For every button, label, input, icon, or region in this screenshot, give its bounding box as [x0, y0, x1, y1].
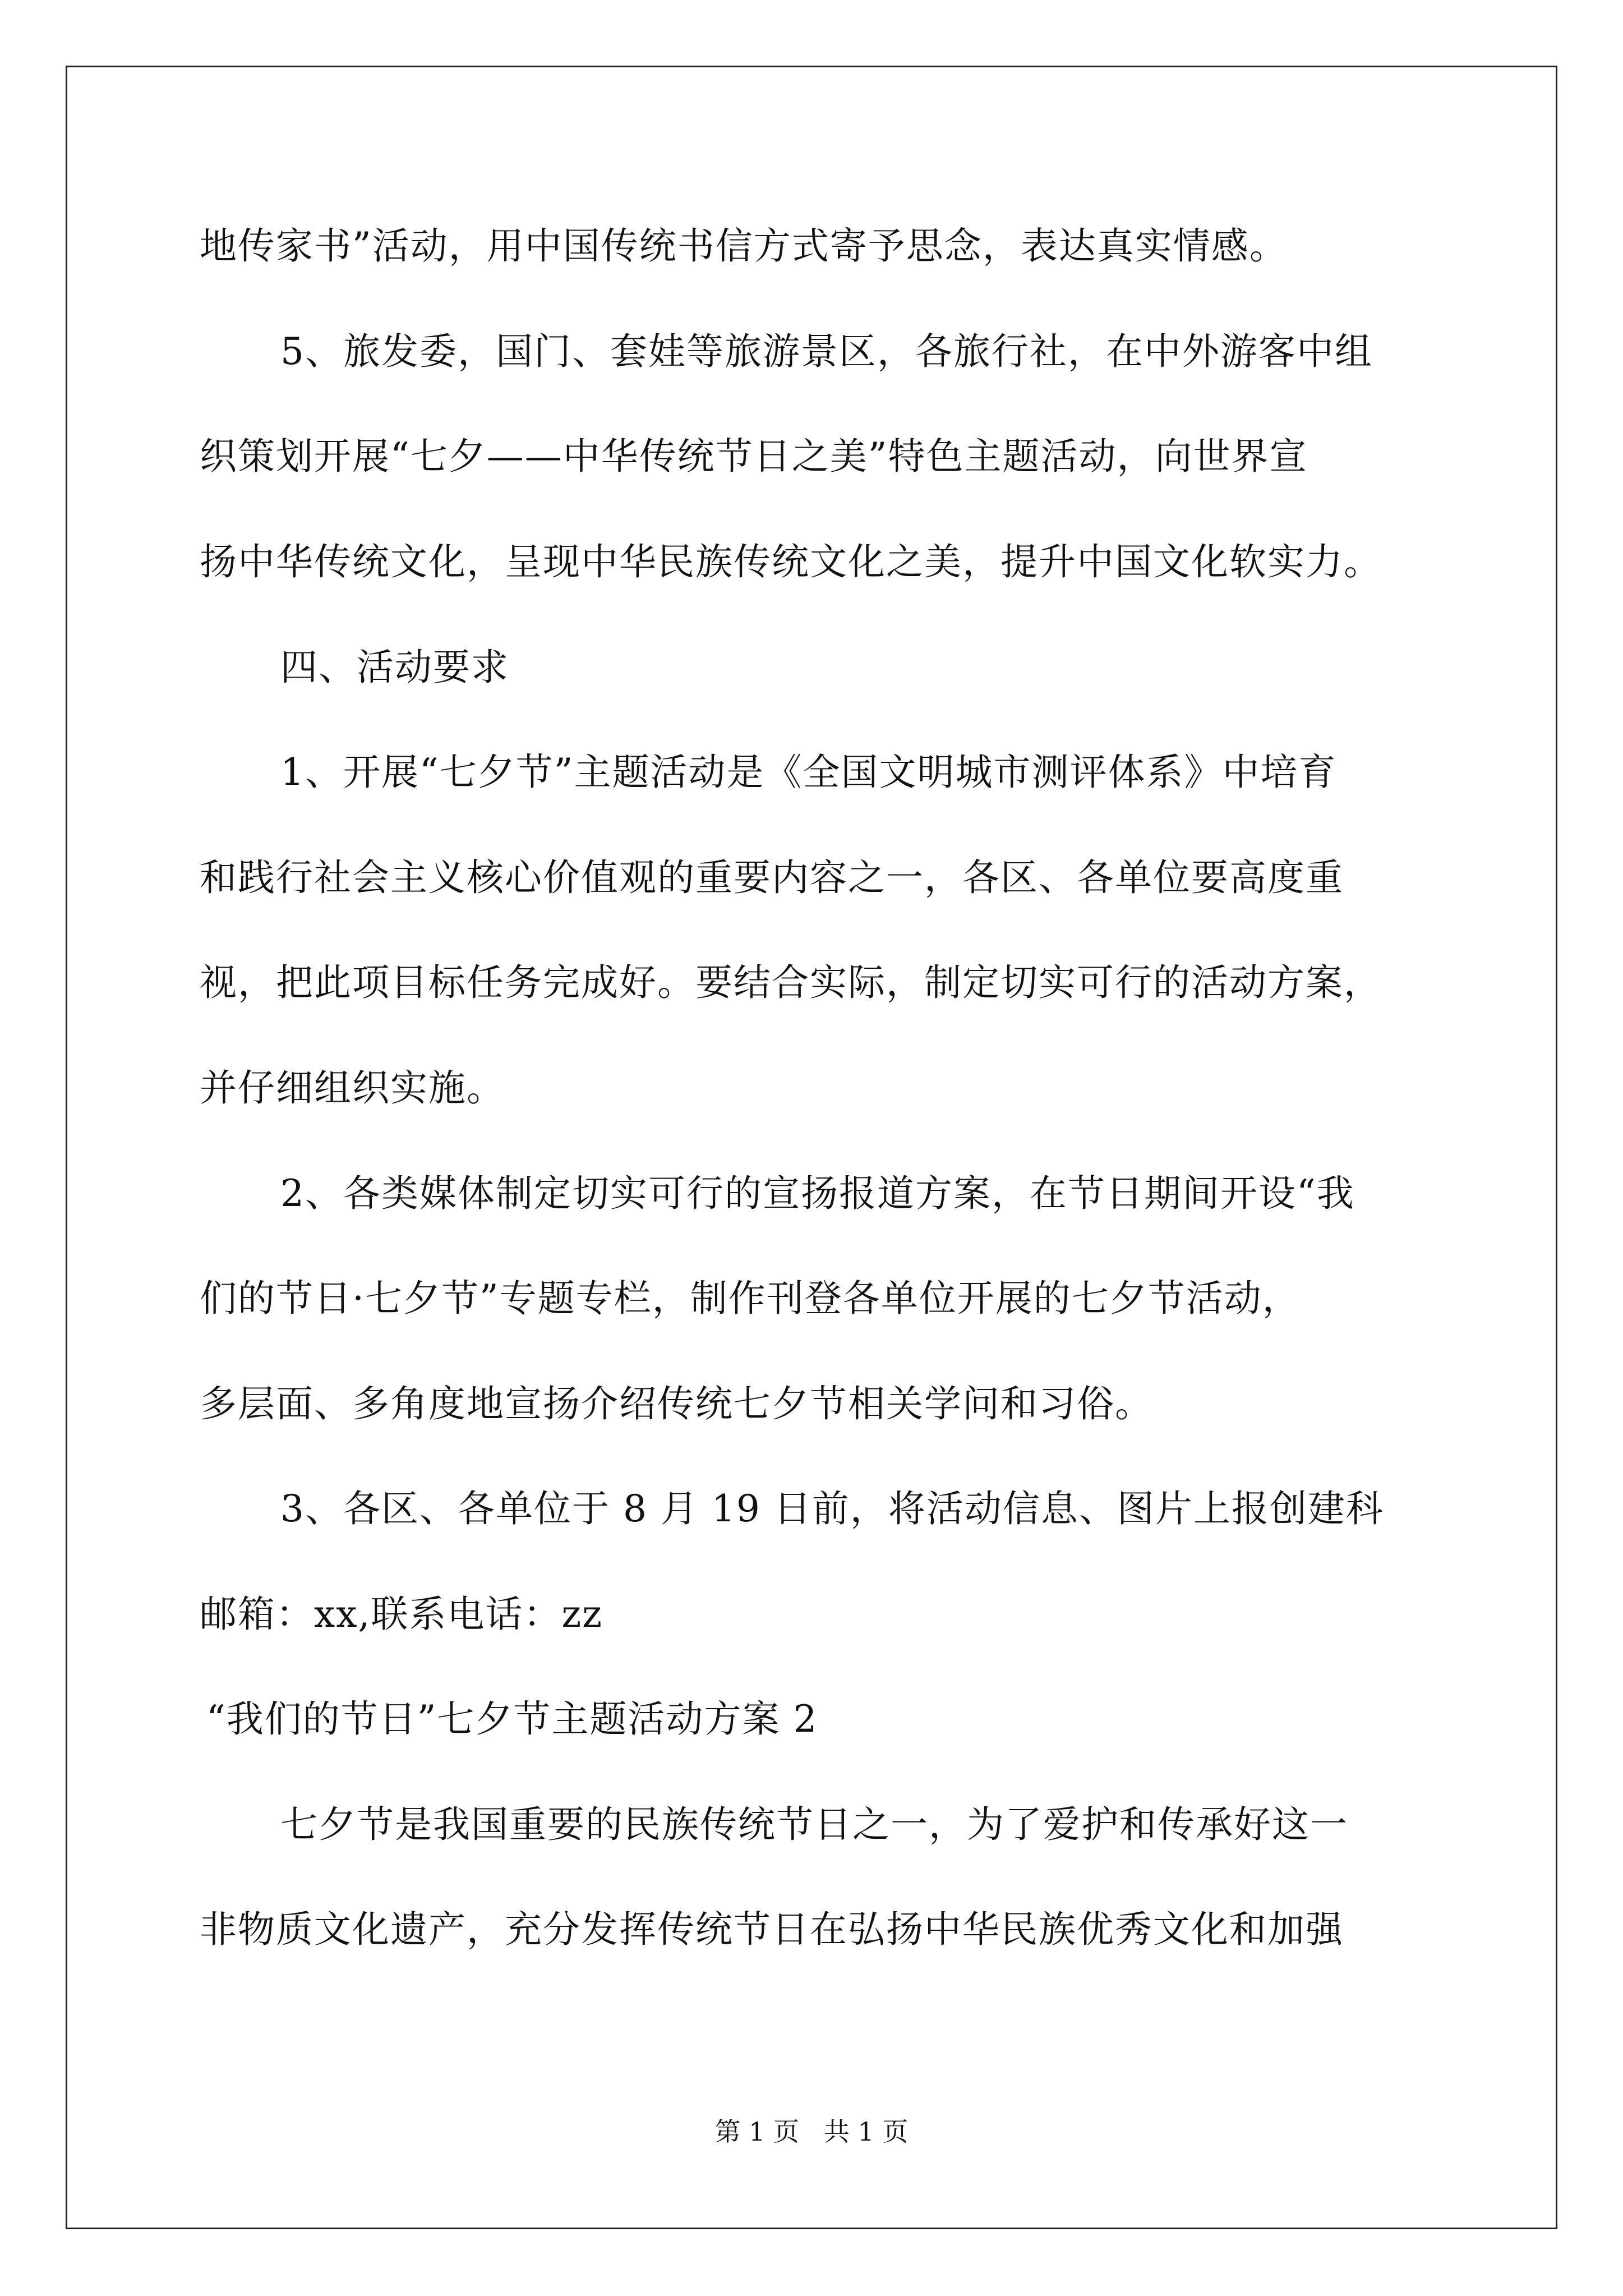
body-line: 七夕节是我国重要的民族传统节日之一，为了爱护和传承好这一: [280, 1803, 1348, 1846]
body-line: 1、开展“七夕节”主题活动是《全国文明城市测评体系》中培育: [280, 751, 1337, 794]
body-line: 2、各类媒体制定切实可行的宣扬报道方案，在节日期间开设“我: [280, 1172, 1355, 1215]
body-line: 5、旅发委，国门、套娃等旅游景区，各旅行社，在中外游客中组: [280, 330, 1373, 373]
page-border: [66, 66, 1557, 2229]
body-line: 地传家书”活动，用中国传统书信方式寄予思念，表达真实情感。: [200, 224, 1288, 268]
body-line: 邮箱：xx,联系电话：zz: [200, 1593, 603, 1636]
section-title: “我们的节日”七夕节主题活动方案 2: [206, 1697, 818, 1741]
page-footer: 第 1 页 共 1 页: [714, 2116, 909, 2147]
body-line: 扬中华传统文化，呈现中华民族传统文化之美，提升中国文化软实力。: [200, 540, 1382, 583]
body-line: 织策划开展“七夕——中华传统节日之美”特色主题活动，向世界宣: [200, 435, 1308, 478]
body-line: 并仔细组织实施。: [200, 1066, 505, 1110]
body-line: 和践行社会主义核心价值观的重要内容之一，各区、各单位要高度重: [200, 856, 1344, 899]
body-line: 们的节日·七夕节”专题专栏，制作刊登各单位开展的七夕节活动，: [200, 1277, 1301, 1320]
body-line: 3、各区、各单位于 8 月 19 日前，将活动信息、图片上报创建科: [280, 1487, 1384, 1530]
body-line: 多层面、多角度地宣扬介绍传统七夕节相关学问和习俗。: [200, 1382, 1153, 1425]
section-heading: 四、活动要求: [280, 646, 509, 689]
body-line: 非物质文化遗产，充分发挥传统节日在弘扬中华民族优秀文化和加强: [200, 1908, 1344, 1951]
body-line: 视，把此项目标任务完成好。要结合实际，制定切实可行的活动方案，: [200, 961, 1382, 1004]
